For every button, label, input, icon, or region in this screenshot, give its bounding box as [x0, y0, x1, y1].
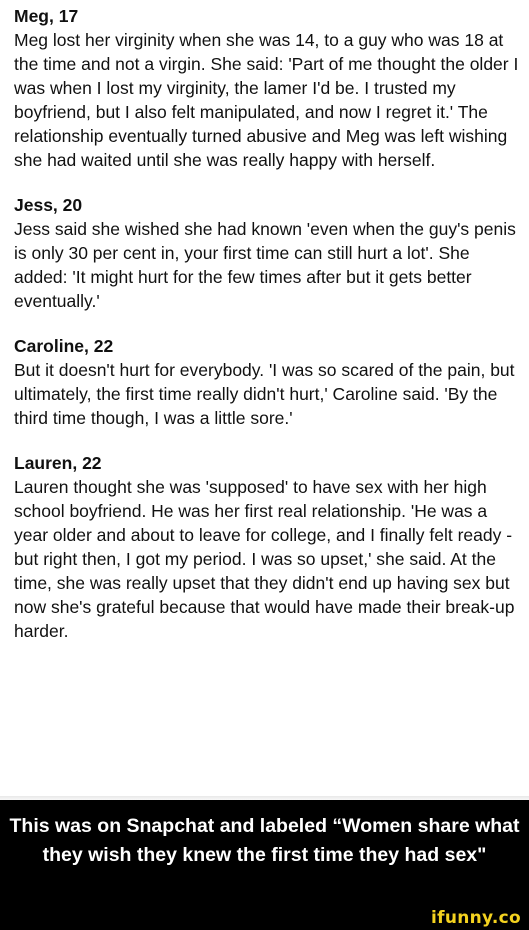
- story-body: Lauren thought she was 'supposed' to have sex with her high school boyfriend. He was her first real relationship. 'He was a year older and about to leave for college, and I finally felt ready - but right then, I got my period. I was so upset,' she said. At the time, she was really upset that they didn't end up having sex but now she's grateful because that would have made their break-up harder.: [14, 477, 515, 641]
- story-title: Meg, 17: [14, 6, 79, 26]
- caption-text: This was on Snapchat and labeled “Women share what they wish they knew the first time they had sex": [9, 815, 520, 866]
- story-body: But it doesn't hurt for everybody. 'I was so scared of the pain, but ultimately, the first time really didn't hurt,' Caroline said. 'By the third time though, I was a little sore.': [14, 360, 515, 428]
- story-item: [14, 4, 520, 172]
- story-item: [14, 193, 520, 313]
- ifunny-watermark-logo: ifunny.co: [431, 908, 521, 928]
- story-title: Lauren, 22: [14, 453, 102, 473]
- story-item: [14, 451, 520, 643]
- stories-list: [14, 4, 520, 664]
- story-title: Caroline, 22: [14, 336, 114, 356]
- story-title: Jess, 20: [14, 195, 83, 215]
- story-item: [14, 334, 520, 430]
- story-body: Meg lost her virginity when she was 14, to a guy who was 18 at the time and not a virgin. She said: 'Part of me thought the older I was when I lost my virginity, the lamer I'd be. I trusted my boyfriend, but I also felt manipulated, and now I regret it.' The relationship eventually turned abusive and Meg was left wishing she had waited until she was really happy with herself.: [14, 30, 519, 170]
- story-body: Jess said she wished she had known 'even when the guy's penis is only 30 per cent in, your first time can still hurt a lot'. She added: 'It might hurt for the few times after but it gets better eventually.': [14, 219, 516, 311]
